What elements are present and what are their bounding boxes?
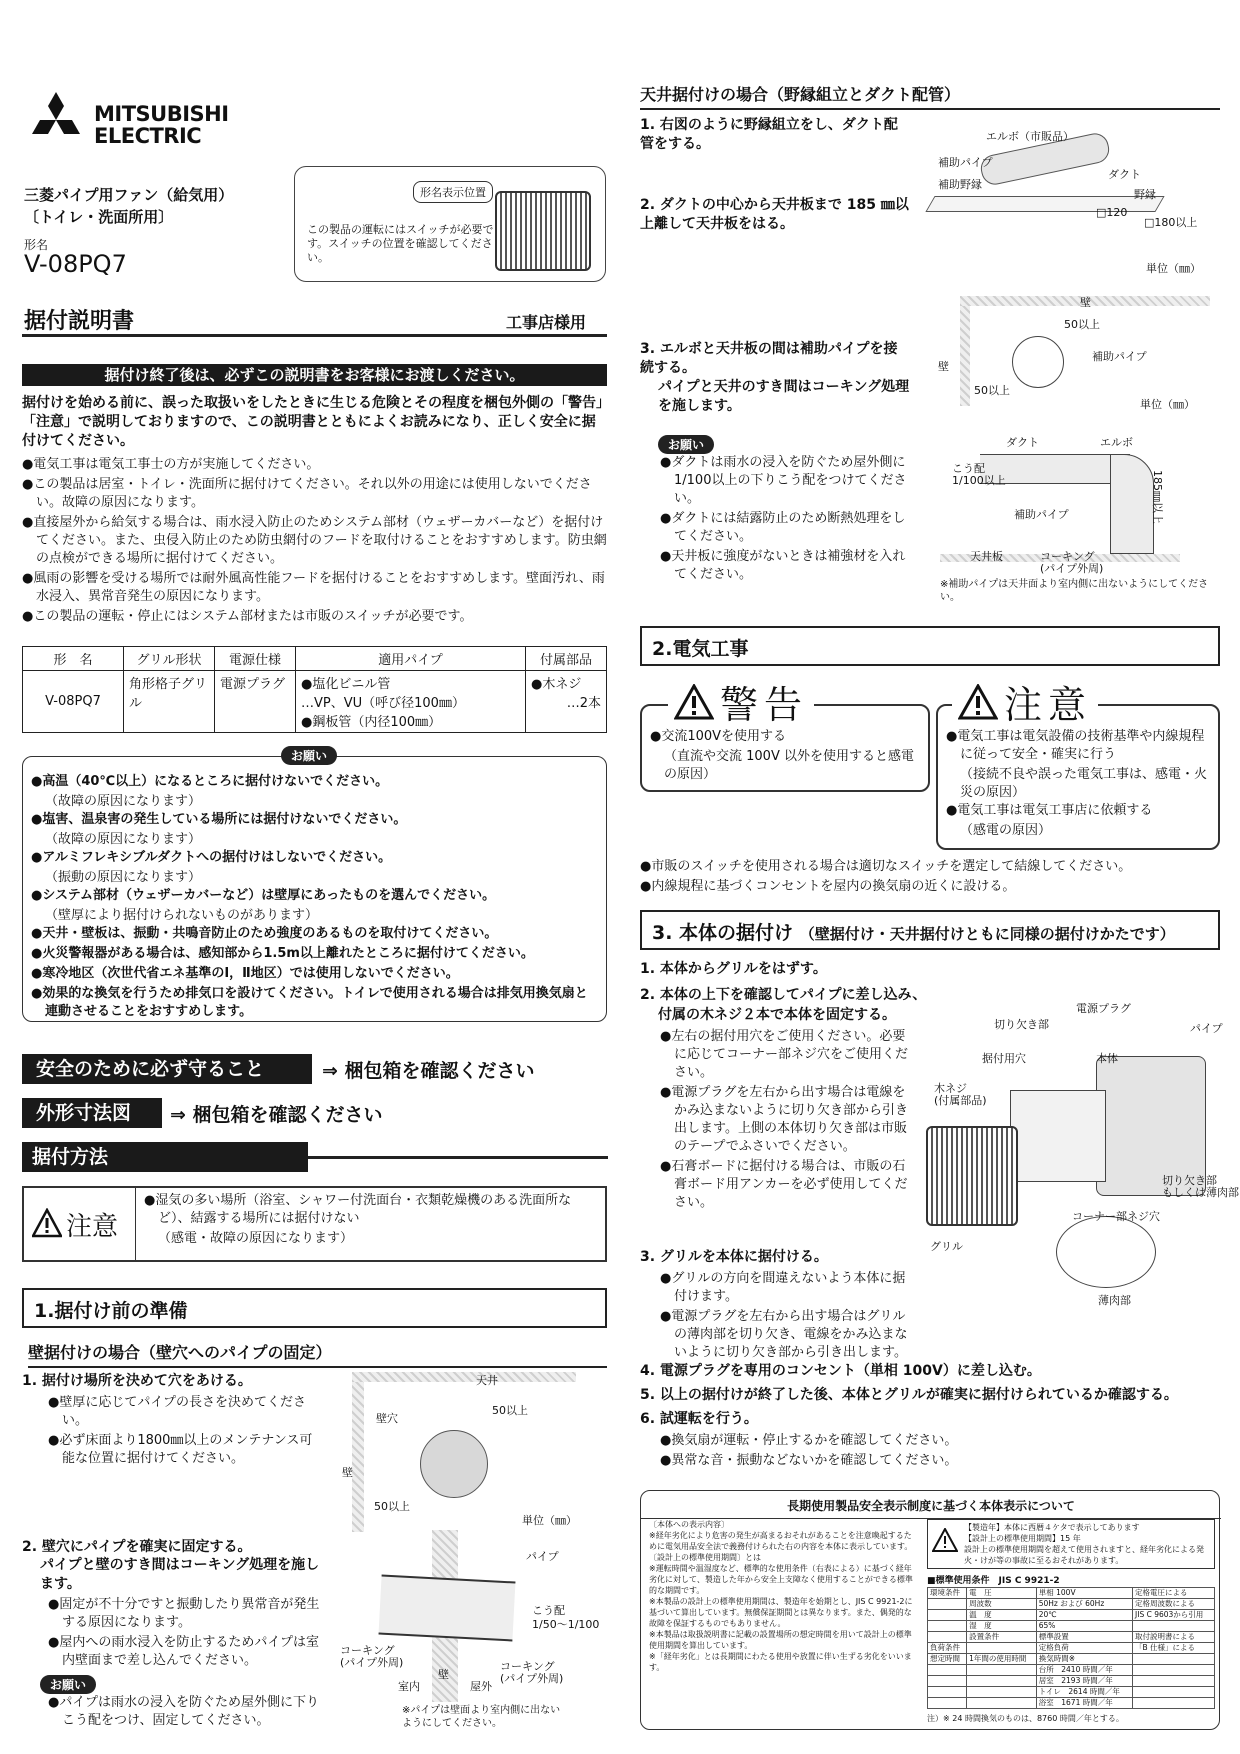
request-note: （故障の原因になります） — [45, 832, 202, 847]
furring-frame — [925, 196, 1164, 212]
spec-power: 電源プラグ — [215, 671, 296, 733]
fig-label: 50以上 — [374, 1500, 410, 1513]
longterm-cell: 負荷条件 — [928, 1643, 967, 1654]
longterm-cell: JIS C 9603から引用 — [1133, 1610, 1215, 1621]
product-line1: 三菱パイプ用ファン（給気用） — [24, 186, 234, 204]
longterm-cell: トイレ 2614 時間／年 — [1036, 1687, 1132, 1698]
section3-subtitle: （壁据付け・天井据付けともに同様の据付けかたです） — [799, 925, 1175, 943]
caution-note: （接続不良や誤った電気工事は、感電・火災の原因） — [960, 767, 1208, 800]
longterm-left — [649, 1519, 919, 1673]
spec-model: V-08PQ7 — [23, 671, 124, 733]
longterm-cell — [1133, 1665, 1215, 1676]
fig-label: コーナー部ネジ穴 — [1072, 1210, 1160, 1223]
c-onegai-bullets — [660, 454, 910, 586]
fig-label: 切り欠き部 — [994, 1018, 1049, 1031]
s3-step3-bullet: ●電源プラグを左右から出す場合はグリルの薄肉部を切り欠き、電線をかみ込まないように切り欠き部から引き出します。 — [660, 1309, 908, 1360]
longterm-row — [928, 1610, 1215, 1621]
install-caution-text — [144, 1192, 602, 1248]
install-method-rule — [308, 1156, 608, 1159]
longterm-row — [928, 1654, 1215, 1665]
longterm-cell: 定格周波数による — [1133, 1599, 1215, 1610]
fig-label: 補助パイプ — [938, 156, 993, 169]
spec-pipe-line: ●鋼板管（内径100㎜） — [301, 715, 442, 730]
longterm-table — [927, 1587, 1215, 1709]
c-step3-line1: 3. エルボと天井板の間は補助パイプを接続する。 — [640, 341, 898, 376]
longterm-label-line: 設計上の標準使用期間を超えて使用されますと、経年劣化による発火・けが等の事故に至るおそれがあります。 — [964, 1545, 1204, 1565]
longterm-cell: 想定時間 — [928, 1654, 967, 1665]
spec-header-row — [23, 647, 607, 671]
longterm-cell — [928, 1665, 967, 1676]
intro-bullets — [22, 456, 607, 628]
section3-title: 3. 本体の据付け — [652, 922, 794, 944]
fig-label: 天井 — [476, 1374, 498, 1387]
longterm-left-line: ※本製品は取扱説明書に記載の設置場所の想定時間を用いて設計上の標準使用期間を算出しています。 — [649, 1630, 912, 1650]
intro-bullet: ●風雨の影響を受ける場所では耐外風高性能フードを据付けることをおすすめします。壁面汚れ、雨水浸入、異常音発生の原因になります。 — [22, 571, 605, 604]
detail-circle — [1056, 1216, 1156, 1288]
fig-label: 壁 — [938, 360, 949, 373]
fig-label: 単位（㎜） — [1146, 262, 1201, 275]
c-onegai-bullet: ●ダクトは雨水の浸入を防ぐため屋外側に1/100以上の下りこう配をつけてください。 — [660, 455, 907, 506]
s3-step3-bullet: ●グリルの方向を間違えないよう本体に据付けます。 — [660, 1271, 906, 1304]
s3-step1: 1. 本体からグリルをはずす。 — [640, 961, 827, 977]
longterm-cell — [967, 1698, 1037, 1709]
s1-step2-bullets — [48, 1596, 322, 1672]
audience: 工事店様用 — [506, 313, 587, 332]
c-step1: 1. 右図のように野縁組立をし、ダクト配管をする。 — [640, 117, 898, 152]
request-item: ●天井・壁板は、振動・共鳴音防止のため強度のあるものを取付けてください。 — [31, 926, 498, 941]
fig-label: パイプ — [1190, 1022, 1223, 1035]
pipe-hole — [420, 1430, 488, 1498]
spec-header: 電源仕様 — [215, 647, 296, 671]
install-caution-label: 注意 — [66, 1212, 119, 1242]
longterm-cell — [928, 1687, 967, 1698]
brand-name — [94, 103, 229, 147]
model-label: 形名 — [24, 238, 49, 252]
fig-label: (パイプ外周) — [1040, 562, 1104, 575]
longterm-cell: 定格負荷 — [1036, 1643, 1132, 1654]
c-onegai-badge: お願い — [658, 435, 714, 454]
fig-label: 50以上 — [492, 1404, 528, 1417]
grille-shape — [926, 1126, 1018, 1226]
s3-step2-bullets — [660, 1028, 910, 1214]
s1-step2-bullet: ●屋内への雨水浸入を防止するためパイプは室内壁面まで差し込んでください。 — [48, 1635, 319, 1668]
longterm-std-title: ■標準使用条件 JIS C 9921-2 — [927, 1576, 1060, 1586]
section2-notes — [640, 858, 1220, 898]
section2-note: ●内線規程に基づくコンセントを屋内の換気扇の近くに設ける。 — [640, 879, 1016, 894]
longterm-cell — [928, 1698, 967, 1709]
fig-label: 本体 — [1096, 1052, 1118, 1065]
longterm-cell — [967, 1665, 1037, 1676]
longterm-row — [928, 1698, 1215, 1709]
fig-label: パイプ — [526, 1550, 559, 1563]
longterm-label-line: 【製造年】本体に西暦４ケタで表示してあります — [964, 1523, 1140, 1532]
caution-box — [936, 683, 1220, 850]
s3-step4: 4. 電源プラグを専用のコンセント（単相 100V）に差し込む。 — [640, 1363, 1041, 1379]
fig-label: こう配 — [532, 1604, 565, 1617]
dims-label: 外形寸法図 — [22, 1098, 162, 1128]
longterm-cell: 環境条件 — [928, 1588, 967, 1599]
longterm-cell: 電 圧 — [967, 1588, 1037, 1599]
s1-step1-bullet: ●壁厚に応じてパイプの長さを決めてください。 — [48, 1395, 306, 1428]
s3-step5: 5. 以上の据付けが終了した後、本体とグリルが確実に据付けられているか確認する。 — [640, 1387, 1178, 1403]
section2-note: ●市販のスイッチを使用される場合は適切なスイッチを選定して結線してください。 — [640, 859, 1132, 874]
spec-header: グリル形状 — [124, 647, 215, 671]
longterm-left-line: ※「経年劣化」とは長期間にわたる使用や放置に伴い生ずる劣化をいいます。 — [649, 1652, 912, 1672]
caution-note: （感電の原因） — [960, 823, 1052, 838]
longterm-row — [928, 1643, 1215, 1654]
s3-step6-bullet: ●換気扇が運転・停止するかを確認してください。 — [660, 1433, 958, 1448]
longterm-cell — [967, 1687, 1037, 1698]
fig-label: (付属部品) — [934, 1094, 987, 1107]
intro-bullet: ●直接屋外から給気する場合は、雨水浸入防止のためシステム部材（ウェザーカバーなど）を据付けてください。また、虫侵入防止のため防虫網付のフードを取付けることをおすすめします。防虫網の点検ができる場所に据付けてください。 — [22, 515, 607, 566]
longterm-cell — [1133, 1698, 1215, 1709]
elbow-shape — [1110, 454, 1154, 554]
aux-pipe-circle — [1012, 336, 1064, 388]
spec-header: 形 名 — [23, 647, 124, 671]
fig-label: 補助野縁 — [938, 178, 982, 191]
longterm-cell: 換気時間※ — [1036, 1654, 1132, 1665]
nameplate-label: 形名表示位置 — [413, 181, 493, 203]
switch-note: この製品の運転にはスイッチが必要です。スイッチの位置を確認してください。 — [307, 223, 494, 264]
spec-pipe-line: ●塩化ビニル管 — [301, 677, 391, 692]
longterm-cell: 「B 仕様」による — [1133, 1643, 1215, 1654]
wall-heading: 壁据付けの場合（壁穴へのパイプの固定） — [28, 1340, 607, 1368]
fig-label: 天井板 — [970, 550, 1003, 563]
warning-main: ●交流100Vを使用する — [650, 729, 787, 744]
fig-label: 壁穴 — [376, 1412, 398, 1425]
warning-note: （直流や交流 100V 以外を使用すると感電の原因） — [664, 749, 914, 782]
longterm-left-line: 〔設計上の標準使用期間〕とは — [649, 1553, 761, 1562]
longterm-cell: 取付説明書による — [1133, 1632, 1215, 1643]
pipe-wall-note: ※パイプは壁面より室内側に出ないようにしてください。 — [402, 1705, 561, 1729]
fig-label: 壁 — [1080, 296, 1091, 309]
request-badge: お願い — [281, 746, 337, 765]
warning-title: 警告 — [720, 683, 809, 727]
longterm-left-line: ※本製品の設計上の標準使用期間は、製造年を始期とし、JIS C 9921-2に基づいて算出しています。無償保証期間とは異なります。また、偶発的な故障を保証するものでもありません。 — [649, 1597, 913, 1628]
request-item: ●高温（40℃以上）になるところに据付けないでください。 — [31, 774, 389, 789]
title-rule — [22, 334, 607, 337]
fig-label: 薄肉部 — [1098, 1294, 1131, 1307]
fig-label: コーキング — [340, 1644, 395, 1657]
section2-heading: 2.電気工事 — [640, 626, 1220, 666]
longterm-row — [928, 1599, 1215, 1610]
request-item: ●アルミフレキシブルダクトへの据付けはしないでください。 — [31, 850, 392, 865]
s1-onegai-bullet: ●パイプは雨水の浸入を防ぐため屋外側に下りこう配をつけ、固定してください。 — [48, 1695, 319, 1728]
longterm-footnote: 注）※ 24 時間換気のものは、8760 時間／年とする。 — [927, 1714, 1124, 1723]
pipe-wall-figure — [340, 1530, 610, 1744]
fig-label: 壁 — [342, 1466, 353, 1479]
s3-step6-bullet: ●異常な音・振動などないかを確認してください。 — [660, 1453, 958, 1468]
longterm-cell: 50Hz および 60Hz — [1036, 1599, 1132, 1610]
longterm-cell: 標準設置 — [1036, 1632, 1132, 1643]
wall-hole-figure — [342, 1372, 577, 1532]
intro-bullet: ●この製品は居室・トイレ・洗面所に据付けてください。それ以外の用途には使用しないでください。故障の原因になります。 — [22, 477, 592, 510]
install-method-heading: 据付方法 — [22, 1142, 308, 1172]
c-step2: 2. ダクトの中心から天井板まで 185 ㎜以上離して天井板をはる。 — [640, 197, 909, 232]
mitsubishi-logo — [24, 92, 88, 152]
fig-label: 単位（㎜） — [522, 1514, 577, 1527]
safety-arrow: ⇒ 梱包箱を確認ください — [322, 1060, 535, 1082]
warning-title-wrap — [668, 674, 814, 729]
warning-triangle-icon — [958, 684, 998, 720]
warning-triangle-icon — [32, 1208, 62, 1238]
longterm-row — [928, 1621, 1215, 1632]
fig-label: 50以上 — [974, 384, 1010, 397]
longterm-cell — [1133, 1687, 1215, 1698]
request-box — [22, 749, 607, 1022]
s3-step6: 6. 試運転を行う。 — [640, 1411, 758, 1427]
install-caution-main: ●湿気の多い場所（浴室、シャワー付洗面台・衣類乾燥機のある洗面所など）、結露する場所には据付けない — [144, 1193, 572, 1226]
fig-label: 185㎜以上 — [1151, 470, 1164, 524]
elbow-note: ※補助パイプは天井面より室内側に出ないようにしてください。 — [940, 579, 1209, 603]
ceiling-heading: 天井据付けの場合（野縁組立とダクト配管） — [640, 82, 1220, 110]
warning-box — [640, 683, 930, 792]
s1-step2-line2: パイプと壁のすき間はコーキング処理を施します。 — [40, 1557, 320, 1592]
s1-onegai-badge: お願い — [40, 1675, 96, 1694]
s1-step2-bullet: ●固定が不十分ですと振動したり異常音が発生する原因になります。 — [48, 1597, 320, 1630]
caution-title-wrap — [952, 674, 1098, 729]
fig-label: □180以上 — [1144, 216, 1198, 229]
ceiling-wall-figure — [938, 296, 1220, 416]
warning-triangle-icon — [932, 1528, 958, 1552]
fig-label: 壁 — [438, 1668, 449, 1681]
s1-step1-bullets — [48, 1394, 318, 1470]
doc-title: 据付説明書 — [24, 309, 135, 334]
request-item: ●寒冷地区（次世代省エネ基準のⅠ，Ⅱ地区）では使用しないでください。 — [31, 966, 459, 981]
longterm-left-line: ※経年劣化により危害の発生が高まるおそれがあることを注意喚起するために電気用品安全法で義務付けられた右の内容を本体に表示しています。 — [649, 1531, 913, 1551]
longterm-cell: 居室 2193 時間／年 — [1036, 1676, 1132, 1687]
longterm-cell: 単相 100V — [1036, 1588, 1132, 1599]
spec-header: 適用パイプ — [296, 647, 526, 671]
longterm-left-line: 〔本体への表示内容〕 — [649, 1520, 729, 1529]
fig-label: (パイプ外周) — [340, 1656, 404, 1669]
longterm-cell — [1133, 1621, 1215, 1632]
longterm-title: 長期使用製品安全表示制度に基づく本体表示について — [641, 1497, 1221, 1519]
request-note: （振動の原因になります） — [45, 870, 202, 885]
fig-label: エルボ（市販品） — [986, 130, 1074, 143]
fig-label: (パイプ外周) — [500, 1672, 564, 1685]
ceiling-duct-figure — [930, 114, 1220, 276]
brand-line2: ELECTRIC — [94, 124, 202, 148]
fig-label: 電源プラグ — [1076, 1002, 1131, 1015]
fig-label: 補助パイプ — [1092, 350, 1147, 363]
caution-content — [946, 728, 1216, 840]
spec-parts-line: …2本 — [566, 696, 601, 711]
fan-body — [1010, 1090, 1106, 1182]
longterm-cell: 20℃ — [1036, 1610, 1132, 1621]
longterm-cell: 1年間の使用時間 — [967, 1654, 1037, 1665]
fig-label: 据付用穴 — [982, 1052, 1026, 1065]
warning-triangle-icon — [674, 684, 714, 720]
s3-step2-line1: 2. 本体の上下を確認してパイプに差し込み、 — [640, 987, 927, 1003]
wall-hatch-side — [960, 306, 970, 406]
longterm-cell — [1133, 1676, 1215, 1687]
s1-step1: 1. 据付け場所を決めて穴をあける。 — [22, 1373, 252, 1389]
pipe-shape — [379, 1575, 516, 1642]
longterm-row — [928, 1687, 1215, 1698]
s3-step2-bullet: ●電源プラグを左右から出す場合は電線をかみ込まないように切り欠き部から引き出します。上側の本体切り欠き部は市販のテープでふさいでください。 — [660, 1085, 909, 1154]
handover-banner: 据付け終了後は、必ずこの説明書をお客様にお渡しください。 — [22, 364, 607, 386]
request-item: ●火災警報器がある場合は、感知部から1.5m以上離れたところに据付けてください。 — [31, 946, 534, 961]
s1-onegai-bullets — [48, 1694, 322, 1732]
s3-step2-bullet: ●左右の据付用穴をご使用ください。必要に応じてコーナー部ネジ穴をご使用ください。 — [660, 1029, 909, 1080]
fig-label: 野縁 — [1134, 188, 1156, 201]
longterm-cell: 65% — [1036, 1621, 1132, 1632]
s3-step2-bullet: ●石膏ボードに据付ける場合は、市販の石膏ボード用アンカーを必ず使用してください。 — [660, 1159, 908, 1210]
fig-label: 木ネジ — [934, 1082, 967, 1095]
longterm-cell: 設置条件 — [967, 1632, 1037, 1643]
s3-step3: 3. グリルを本体に据付ける。 — [640, 1249, 828, 1265]
longterm-cell: 周波数 — [967, 1599, 1037, 1610]
request-item: ●システム部材（ウェザーカバーなど）は壁厚にあったものを選んでください。 — [31, 888, 496, 903]
fig-label: 切り欠き部 — [1162, 1174, 1217, 1187]
fig-label: 1/50〜1/100 — [532, 1618, 600, 1631]
longterm-cell: 台所 2410 時間／年 — [1036, 1665, 1132, 1676]
install-caution-box — [22, 1186, 607, 1262]
longterm-cell — [928, 1676, 967, 1687]
longterm-cell — [1133, 1654, 1215, 1665]
s3-step2-line2: 付属の木ネジ２本で本体を固定する。 — [658, 1007, 896, 1023]
c-onegai-bullet: ●天井板に強度がないときは補強材を入れてください。 — [660, 549, 906, 582]
request-note: （故障の原因になります） — [45, 794, 202, 809]
fig-label: グリル — [930, 1240, 963, 1253]
spec-parts-line: ●木ネジ — [531, 677, 582, 692]
caution-title: 注意 — [1004, 683, 1093, 727]
longterm-cell — [928, 1621, 967, 1632]
longterm-box — [640, 1490, 1220, 1730]
longterm-label-line: 【設計上の標準使用期間】15 年 — [964, 1534, 1081, 1543]
s1-step2-line1: 2. 壁穴にパイプを確実に固定する。 — [22, 1539, 252, 1555]
warning-content — [650, 728, 926, 784]
fig-label: 単位（㎜） — [1140, 398, 1195, 411]
fig-label: 室内 — [398, 1680, 420, 1693]
longterm-cell: 温 度 — [967, 1610, 1037, 1621]
section3-heading — [640, 910, 1220, 950]
switch-note-box — [294, 166, 606, 282]
safety-label: 安全のために必ず守ること — [22, 1054, 312, 1084]
fig-label: もしくは薄肉部 — [1162, 1186, 1239, 1199]
longterm-row — [928, 1676, 1215, 1687]
body-install-figure — [926, 990, 1239, 1320]
fig-label: □120 — [1096, 206, 1128, 219]
spec-grille: 角形格子グリル — [124, 671, 215, 733]
s1-step1-bullet: ●必ず床面より1800㎜以上のメンテナンス可能な位置に据付けてください。 — [48, 1433, 313, 1466]
product-line2: 〔トイレ・洗面所用〕 — [24, 208, 174, 226]
intro-bullet: ●この製品の運転・停止にはシステム部材または市販のスイッチが必要です。 — [22, 609, 473, 624]
fig-label: 補助パイプ — [1014, 508, 1069, 521]
fig-label: 屋外 — [470, 1680, 492, 1693]
longterm-cell — [928, 1610, 967, 1621]
fig-label: こう配 — [952, 462, 985, 475]
spec-pipe — [296, 671, 526, 733]
caution-main: ●電気工事は電気工事店に依頼する — [946, 803, 1153, 818]
install-caution-label-cell — [24, 1188, 136, 1260]
model-number: V-08PQ7 — [24, 250, 127, 278]
intro-text: 据付けを始める前に、誤った取扱いをしたときに生じる危険とその程度を梱包外側の「警告」「注意」で説明しておりますので、この説明書とともによくお読みになり、正しく安全に据付けてください。 — [22, 395, 603, 449]
brand-line1: MITSUBISHI — [94, 102, 229, 126]
spec-parts — [526, 671, 607, 733]
spec-table — [22, 646, 607, 733]
fig-label: ダクト — [1006, 436, 1039, 449]
fig-label: コーキング — [500, 1660, 555, 1673]
spec-pipe-line: …VP、VU（呼び径100㎜） — [301, 696, 465, 711]
caution-main: ●電気工事は電気設備の技術基準や内線規程に従って安全・確実に行う — [946, 729, 1205, 762]
dims-arrow: ⇒ 梱包箱を確認ください — [170, 1104, 383, 1126]
spec-row — [23, 671, 607, 733]
longterm-row — [928, 1665, 1215, 1676]
install-caution-note: （感電・故障の原因になります） — [158, 1231, 354, 1246]
longterm-cell: 湿 度 — [967, 1621, 1037, 1632]
intro-bullet: ●電気工事は電気工事士の方が実施してください。 — [22, 457, 320, 472]
request-item: ●効果的な換気を行うため排気口を設けてください。トイレで使用される場合は排気用換気扇と連動させることをおすすめします。 — [31, 986, 588, 1019]
request-item: ●塩害、温泉害の発生している場所には据付けないでください。 — [31, 812, 407, 827]
spec-header: 付属部品 — [526, 647, 607, 671]
request-list — [31, 773, 599, 1023]
longterm-cell: 浴室 1671 時間／年 — [1036, 1698, 1132, 1709]
fig-label: コーキング — [1040, 550, 1095, 563]
fig-label: エルボ — [1100, 436, 1133, 449]
ceiling-hatch — [352, 1372, 576, 1382]
fig-label: 50以上 — [1064, 318, 1100, 331]
elbow-figure — [940, 430, 1220, 610]
longterm-cell — [967, 1676, 1037, 1687]
fig-label: 1/100以上 — [952, 474, 1006, 487]
longterm-cell: 定格電圧による — [1133, 1588, 1215, 1599]
c-onegai-bullet: ●ダクトには結露防止のため断熱処理をしてください。 — [660, 511, 906, 544]
longterm-cell — [928, 1632, 967, 1643]
s3-step6-bullets — [660, 1432, 1180, 1472]
longterm-cell — [967, 1643, 1037, 1654]
request-note: （壁厚により据付けられないものがあります） — [45, 908, 319, 923]
longterm-label — [927, 1519, 1215, 1569]
section1-heading: 1.据付け前の準備 — [22, 1288, 607, 1328]
c-step3-line2: パイプと天井のすき間はコーキング処理を施します。 — [658, 379, 910, 414]
longterm-left-line: ※運転時間や温湿度など、標準的な使用条件（右表による）に基づく経年劣化に対して、製造した年から安全上支障なく使用することができる標準的な期間です。 — [649, 1564, 913, 1595]
wall-hatch — [352, 1382, 364, 1532]
longterm-row — [928, 1588, 1215, 1599]
longterm-row — [928, 1632, 1215, 1643]
s3-step3-bullets — [660, 1270, 910, 1364]
fan-grille-illustration — [495, 191, 591, 271]
longterm-cell — [928, 1599, 967, 1610]
fig-label: ダクト — [1108, 168, 1141, 181]
